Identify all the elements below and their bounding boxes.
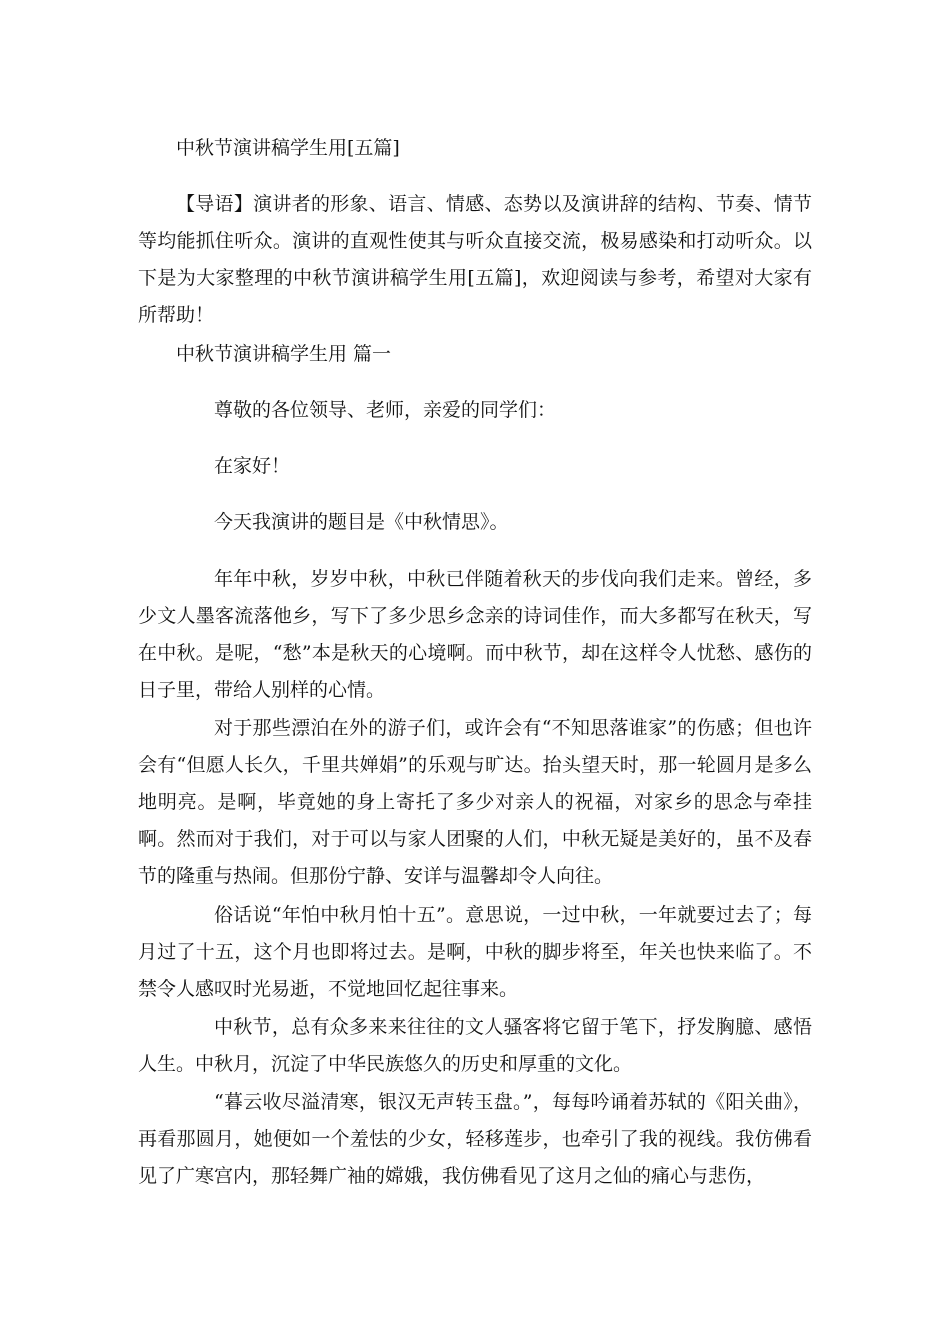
body-paragraph: “暮云收尽溢清寒，银汉无声转玉盘。”，每每吟诵着苏轼的《阳关曲》，再看那圆月，她便如一个羞怯的少女，轻移莲步，也牵引了我的视线。我仿佛看见了广寒宫内，那轻舞广袖的嫦娥，我仿佛看见了这月之仙的痛心与悲伤， [138,1091,812,1187]
section-heading: 中秋节演讲稿学生用 篇一 [176,343,392,365]
greeting: 在家好！ [214,455,291,477]
body-paragraph: 对于那些漂泊在外的游子们，或许会有“不知思落谁家”的伤感；但也许会有“但愿人长久，千里共婵娟”的乐观与旷达。抬头望天时，那一轮圆月是多么地明亮。是啊，毕竟她的身上寄托了多少对亲人的祝福，对家乡的思念与牵挂啊。然而对于我们，对于可以与家人团聚的人们，中秋无疑是美好的，虽不及春节的隆重与热闹。但那份宁静、安详与温馨却令人向往。 [138,717,812,887]
salutation: 尊敬的各位领导、老师，亲爱的同学们： [214,399,557,421]
body-paragraph: 年年中秋，岁岁中秋，中秋已伴随着秋天的步伐向我们走来。曾经，多少文人墨客流落他乡，写下了多少思乡念亲的诗词佳作，而大多都写在秋天，写在中秋。是呢，“愁”本是秋天的心境啊。而中秋节，却在这样令人忧愁、感伤的日子里，带给人别样的心情。 [138,568,812,701]
topic-line: 今天我演讲的题目是《中秋情思》。 [214,511,509,533]
body-paragraph: 俗话说“年怕中秋月怕十五”。意思说，一过中秋，一年就要过去了；每月过了十五，这个月也即将过去。是啊，中秋的脚步将至，年关也快来临了。不禁令人感叹时光易逝，不觉地回忆起往事来。 [138,904,812,1000]
intro-paragraph: 【导语】演讲者的形象、语言、情感、态势以及演讲辞的结构、节奏、情节等均能抓住听众。演讲的直观性使其与听众直接交流，极易感染和打动听众。以下是为大家整理的中秋节演讲稿学生用[五篇]，欢迎阅读与参考，希望对大家有所帮助！ [138,193,812,326]
document-title: 中秋节演讲稿学生用[五篇] [176,137,400,159]
body-paragraph: 中秋节，总有众多来来往往的文人骚客将它留于笔下，抒发胸臆、感悟人生。中秋月，沉淀了中华民族悠久的历史和厚重的文化。 [138,1016,812,1075]
